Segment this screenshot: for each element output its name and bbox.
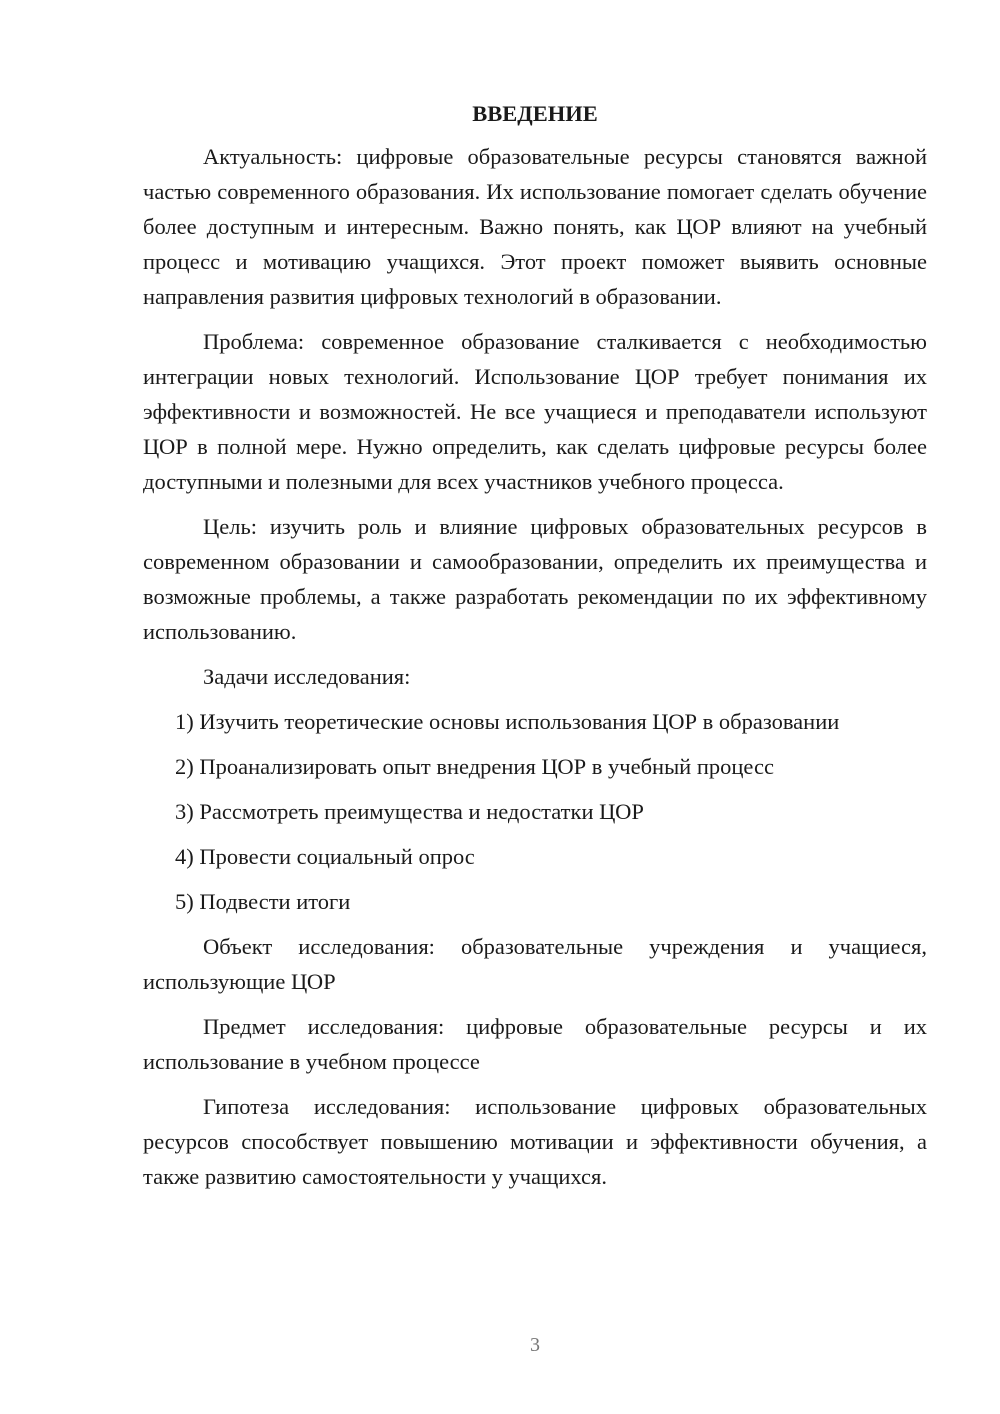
- page-number: 3: [530, 1334, 540, 1356]
- paragraph-problem: Проблема: современное образование сталкивается с необходимостью интеграции новых технологий. Использование ЦОР требует понимания их эффективности и возможностей. Не все учащиеся и преподаватели используют ЦОР в полной мере. Нужно определить, как сделать цифровые ресурсы более доступными и полезными для всех участников учебного процесса.: [143, 329, 927, 494]
- task-item-3: 3) Рассмотреть преимущества и недостатки ЦОР: [175, 799, 644, 824]
- task-item-1: 1) Изучить теоретические основы использования ЦОР в образовании: [175, 709, 840, 734]
- page-title: ВВЕДЕНИЕ: [472, 101, 598, 126]
- paragraph-subject: Предмет исследования: цифровые образовательные ресурсы и их использование в учебном процессе: [143, 1014, 927, 1074]
- paragraph-relevance: Актуальность: цифровые образовательные ресурсы становятся важной частью современного образования. Их использование помогает сделать обучение более доступным и интересным. Важно понять, как ЦОР влияют на учебный процесс и мотивацию учащихся. Этот проект поможет выявить основные направления развития цифровых технологий в образовании.: [143, 144, 927, 309]
- document-page: [143, 96, 927, 1204]
- tasks-title: Задачи исследования:: [203, 664, 411, 689]
- task-list: [143, 704, 927, 919]
- task-item-5: 5) Подвести итоги: [175, 889, 351, 914]
- task-item-4: 4) Провести социальный опрос: [175, 844, 475, 869]
- task-item-2: 2) Проанализировать опыт внедрения ЦОР в учебный процесс: [175, 754, 774, 779]
- paragraph-goal: Цель: изучить роль и влияние цифровых образовательных ресурсов в современном образовании и самообразовании, определить их преимущества и возможные проблемы, а также разработать рекомендации по их эффективному использованию.: [143, 514, 927, 644]
- paragraph-hypothesis: Гипотеза исследования: использование цифровых образовательных ресурсов способствует повышению мотивации и эффективности обучения, а также развитию самостоятельности у учащихся.: [143, 1094, 927, 1189]
- paragraph-object: Объект исследования: образовательные учреждения и учащиеся, использующие ЦОР: [143, 934, 927, 994]
